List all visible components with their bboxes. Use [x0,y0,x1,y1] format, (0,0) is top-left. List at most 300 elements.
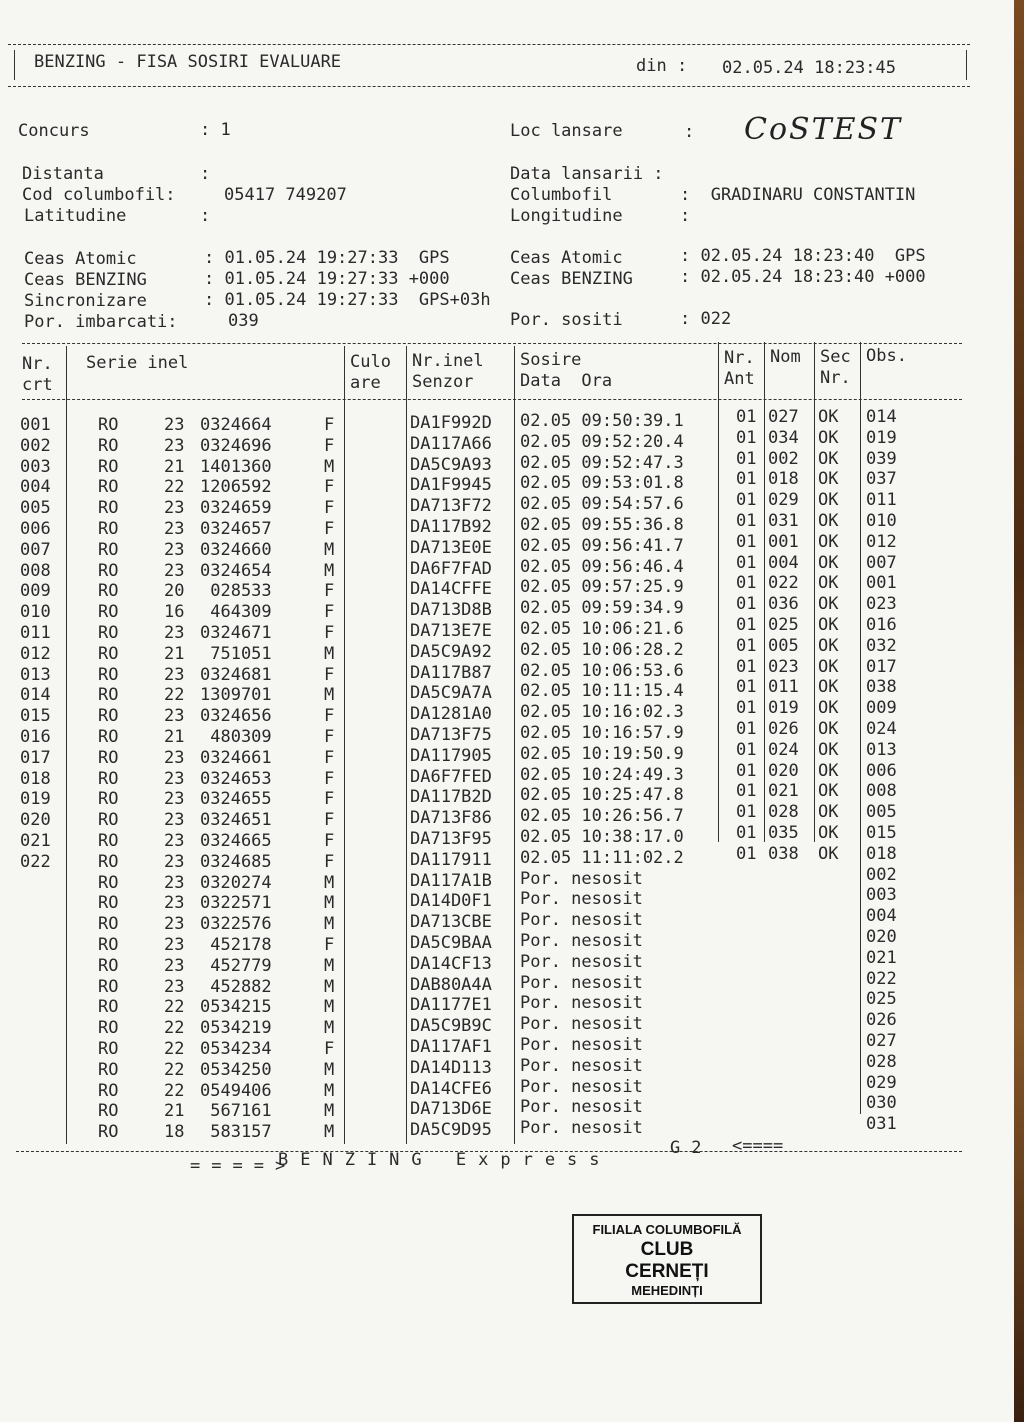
row-nom: 011 [768,677,799,698]
footer-model: G2 [670,1138,713,1158]
row-sex: F [324,727,335,747]
row-nr: 014 [20,685,51,706]
row-sex: M [324,560,335,581]
row-ring: 0324659 [200,498,272,519]
row-nr: 021 [20,831,51,851]
row-ring: 0322571 [200,893,272,914]
row-country: RO [98,1101,119,1122]
row-sex: M [324,1059,335,1080]
row-arrival: Por. nesosit [520,868,643,889]
row-country: RO [98,997,119,1018]
row-ring: 0324655 [200,789,272,810]
row-sensor: DA5C9D95 [410,1120,492,1141]
row-year: 22 [164,997,185,1018]
ceas-benzing-right-value: : 02.05.24 18:23:40 +000 [680,267,926,287]
col-sep-sosire [718,342,719,842]
row-arrival: 02.05 10:19:50.9 [520,743,684,764]
distanta-label: Distanta [22,164,104,184]
col-header-senzor: Senzor [412,372,474,392]
row-ant: 01 [736,677,757,698]
row-sec: OK [818,719,839,739]
sincronizare-label: Sincronizare [24,291,147,311]
row-sex: M [324,643,335,664]
row-nom: 004 [768,552,799,573]
row-country: RO [98,789,119,810]
row-arrival: 02.05 09:59:34.9 [520,598,684,619]
row-year: 23 [164,893,185,914]
row-sex: M [324,914,335,935]
row-ring: 0324660 [200,539,272,560]
row-nom: 028 [768,802,799,823]
row-obs: 028 [866,1051,897,1072]
row-ring: 0324651 [200,810,272,831]
longitudine-label: Longitudine [510,206,623,226]
row-obs: 011 [866,490,897,511]
col-header-culoare-1: Culo [350,352,391,372]
row-country: RO [98,1059,119,1080]
row-sec: OK [818,823,839,843]
row-arrival: Por. nesosit [520,910,643,931]
row-nom: 026 [768,719,799,739]
row-sensor: DA713E7E [410,621,492,641]
row-country: RO [98,893,119,914]
row-sensor: DA14D0F1 [410,891,492,912]
row-sec: OK [818,511,839,531]
row-ring: 0534215 [200,997,272,1018]
row-year: 23 [164,415,185,435]
row-year: 20 [164,581,185,602]
row-year: 23 [164,768,185,789]
row-obs: 005 [866,802,897,823]
row-sec: OK [818,781,839,802]
row-sensor: DA14CF13 [410,953,492,974]
row-arrival: Por. nesosit [520,1097,643,1118]
row-nr: 003 [20,456,51,477]
row-sex: F [324,789,335,810]
row-sex: F [324,747,335,768]
row-sec: OK [818,739,839,760]
ceas-atomic-value: : 01.05.24 19:27:33 GPS [204,248,450,268]
row-arrival: 02.05 09:52:20.4 [520,431,684,452]
row-ring: 0549406 [200,1080,272,1101]
row-arrival: 02.05 10:16:57.9 [520,723,684,743]
porumbei-imbarcati-label: Por. imbarcati: [24,312,178,332]
row-nr: 001 [20,415,51,435]
header-left-border [14,50,15,80]
longitudine-sep: : [680,206,691,226]
row-nr: 015 [20,706,51,727]
row-ant: 01 [736,552,757,573]
row-arrival: Por. nesosit [520,1035,643,1055]
row-ant: 01 [736,802,757,823]
row-ant: 01 [736,656,757,677]
row-sex: M [324,893,335,914]
row-country: RO [98,477,119,498]
row-country: RO [98,560,119,581]
row-obs: 008 [866,781,897,802]
row-obs: 017 [866,656,897,677]
row-sex: F [324,435,335,456]
row-sensor: DA5C9BAA [410,933,492,953]
row-obs: 016 [866,615,897,635]
col-header-crt: crt [22,375,53,395]
row-sex: M [324,539,335,560]
header-bottom-border [8,86,970,87]
row-year: 22 [164,685,185,706]
row-sex: F [324,810,335,831]
header-right-border [966,50,967,80]
col-header-sec-nr: Nr. [820,368,851,388]
row-obs: 010 [866,511,897,531]
porumbei-imbarcati-value: 039 [228,311,259,331]
row-arrival: Por. nesosit [520,1014,643,1035]
row-arrival: 02.05 09:55:36.8 [520,515,684,535]
cod-columbofil-label: Cod columbofil: [22,185,176,205]
row-obs: 030 [866,1093,897,1114]
row-arrival: 02.05 09:50:39.1 [520,411,684,431]
row-sensor: DA5C9A92 [410,641,492,662]
col-header-nr-ant: Nr. [724,348,755,368]
row-ring: 751051 [200,643,272,664]
row-arrival: 02.05 09:56:41.7 [520,535,684,556]
footer-left-arrow: ====> [190,1156,297,1176]
row-sex: F [324,519,335,539]
row-country: RO [98,872,119,893]
row-nom: 034 [768,427,799,448]
row-country: RO [98,602,119,623]
row-ring: 1206592 [200,477,272,498]
row-arrival: 02.05 10:06:53.6 [520,660,684,681]
row-sensor: DA1F992D [410,413,492,433]
row-ring: 452178 [200,935,272,955]
row-ant: 01 [736,781,757,802]
row-country: RO [98,1039,119,1059]
row-sensor: DA1177E1 [410,995,492,1016]
ceas-benzing-right-label: Ceas BENZING [510,269,633,289]
row-sensor: DA713F72 [410,496,492,517]
row-obs: 038 [866,677,897,698]
row-sex: M [324,1122,335,1143]
row-obs: 012 [866,531,897,552]
row-sec: OK [818,802,839,823]
row-arrival: Por. nesosit [520,1055,643,1076]
row-ant: 01 [736,615,757,635]
row-nom: 029 [768,490,799,511]
row-arrival: 02.05 09:53:01.8 [520,473,684,494]
col-header-obs: Obs. [866,346,907,366]
row-country: RO [98,768,119,789]
row-sec: OK [818,531,839,552]
columbofil-label: Columbofil [510,185,613,205]
row-obs: 014 [866,407,897,427]
row-sensor: DA5C9A7A [410,683,492,704]
stamp-line-filiala: FILIALA COLUMBOFILĂ [592,1222,742,1237]
row-nom: 031 [768,511,799,531]
row-nr: 011 [20,623,51,643]
row-ring: 567161 [200,1101,272,1122]
row-year: 18 [164,1122,185,1143]
row-sec: OK [818,469,839,490]
row-country: RO [98,435,119,456]
row-sensor: DA14D113 [410,1057,492,1078]
row-year: 21 [164,1101,185,1122]
row-arrival: 02.05 10:16:02.3 [520,702,684,723]
row-arrival: 02.05 09:56:46.4 [520,556,684,577]
row-year: 23 [164,955,185,976]
col-header-nom: Nom [770,347,801,367]
row-arrival: 02.05 10:26:56.7 [520,806,684,827]
ceas-atomic-right-value: : 02.05.24 18:23:40 GPS [680,246,926,266]
row-obs: 026 [866,1010,897,1031]
row-year: 23 [164,789,185,810]
row-sensor: DA713D8B [410,600,492,621]
row-year: 16 [164,602,185,623]
row-arrival: Por. nesosit [520,951,643,972]
row-year: 22 [164,1059,185,1080]
row-ring: 0324653 [200,768,272,789]
row-country: RO [98,706,119,727]
report-title: BENZING - FISA SOSIRI EVALUARE [34,52,342,72]
col-header-serie-inel: Serie inel [86,353,189,373]
row-sex: M [324,1101,335,1122]
row-country: RO [98,747,119,768]
row-sensor: DA117911 [410,849,492,870]
row-nom: 022 [768,573,799,594]
row-ant: 01 [736,843,757,864]
row-country: RO [98,539,119,560]
row-ant: 01 [736,531,757,552]
footer-right-arrow: <==== [732,1136,784,1156]
row-obs: 021 [866,947,897,968]
row-country: RO [98,685,119,706]
row-nr: 017 [20,747,51,768]
row-ring: 0534219 [200,1018,272,1039]
row-ring: 452882 [200,976,272,997]
row-ant: 01 [736,448,757,469]
row-obs: 039 [866,448,897,469]
row-sex: F [324,768,335,789]
row-nr: 016 [20,727,51,747]
row-obs: 003 [866,885,897,906]
distanta-sep: : [200,164,211,184]
row-sex: M [324,997,335,1018]
row-ring: 0324665 [200,831,272,851]
row-year: 23 [164,706,185,727]
row-nr: 006 [20,519,51,539]
col-sep-nom [814,342,815,842]
row-obs: 002 [866,864,897,885]
row-nr: 008 [20,560,51,581]
row-nr: 019 [20,789,51,810]
row-sensor: DA6F7FED [410,766,492,787]
row-sec: OK [818,490,839,511]
ceas-atomic-label: Ceas Atomic [24,249,137,269]
row-arrival: Por. nesosit [520,931,643,951]
row-sensor: DA713E0E [410,537,492,558]
report-date-value: 02.05.24 18:23:45 [722,58,896,78]
row-year: 23 [164,976,185,997]
row-sensor: DA117905 [410,745,492,766]
row-sensor: DA117B92 [410,517,492,537]
row-obs: 018 [866,843,897,864]
row-country: RO [98,1122,119,1143]
row-obs: 006 [866,760,897,781]
row-ant: 01 [736,739,757,760]
row-ant: 01 [736,573,757,594]
row-sensor: DA713F95 [410,829,492,849]
row-obs: 032 [866,635,897,656]
row-sex: M [324,976,335,997]
row-nom: 025 [768,615,799,635]
row-ant: 01 [736,719,757,739]
row-ring: 0324656 [200,706,272,727]
col-header-sec: Sec [820,347,851,367]
row-year: 23 [164,623,185,643]
row-ring: 0324664 [200,415,272,435]
row-sec: OK [818,760,839,781]
row-sex: F [324,935,335,955]
row-nom: 019 [768,698,799,719]
row-obs: 037 [866,469,897,490]
row-obs: 024 [866,719,897,739]
row-country: RO [98,519,119,539]
row-ring: 0534250 [200,1059,272,1080]
cod-columbofil-value: 05417 749207 [224,185,347,205]
row-arrival: 02.05 10:25:47.8 [520,785,684,806]
row-nr: 009 [20,581,51,602]
row-sex: F [324,851,335,872]
club-stamp [572,1214,762,1304]
row-country: RO [98,1080,119,1101]
latitudine-label: Latitudine [24,206,127,226]
row-sensor: DA14CFFE [410,579,492,600]
row-ring: 480309 [200,727,272,747]
row-year: 21 [164,643,185,664]
col-header-nr-inel: Nr.inel [412,351,484,371]
row-obs: 019 [866,427,897,448]
concurs-label: Concurs [18,121,90,141]
row-country: RO [98,851,119,872]
row-country: RO [98,643,119,664]
row-year: 23 [164,872,185,893]
row-sex: F [324,602,335,623]
row-arrival: 02.05 10:06:28.2 [520,639,684,660]
row-ring: 1401360 [200,456,272,477]
row-sec: OK [818,698,839,719]
row-sensor: DA5C9A93 [410,454,492,475]
row-nr: 020 [20,810,51,831]
row-obs: 015 [866,823,897,843]
row-sec: OK [818,656,839,677]
row-sex: M [324,872,335,893]
row-sex: M [324,1080,335,1101]
row-nom: 027 [768,407,799,427]
row-sec: OK [818,448,839,469]
row-country: RO [98,935,119,955]
row-nom: 005 [768,635,799,656]
row-sensor: DA117A66 [410,433,492,454]
row-country: RO [98,415,119,435]
row-obs: 004 [866,906,897,927]
col-header-culoare-2: are [350,373,381,393]
row-country: RO [98,976,119,997]
columbofil-value: : GRADINARU CONSTANTIN [680,185,916,205]
row-ring: 0324671 [200,623,272,643]
col-sep-senzor [514,346,515,1144]
row-year: 21 [164,727,185,747]
row-ring: 464309 [200,602,272,623]
row-arrival: 02.05 10:38:17.0 [520,827,684,847]
row-sec: OK [818,552,839,573]
col-header-data-ora: Data Ora [520,371,613,391]
row-ant: 01 [736,635,757,656]
row-sensor: DA117B2D [410,787,492,808]
row-ring: 0320274 [200,872,272,893]
row-sensor: DA713D6E [410,1099,492,1120]
row-arrival: Por. nesosit [520,972,643,993]
row-nom: 018 [768,469,799,490]
row-year: 22 [164,1039,185,1059]
row-sensor: DA713CBE [410,912,492,933]
row-obs: 022 [866,968,897,989]
row-country: RO [98,831,119,851]
row-year: 23 [164,498,185,519]
stamp-line-city: CERNEȚI [625,1261,709,1282]
col-header-nr: Nr. [22,354,53,374]
row-year: 23 [164,810,185,831]
row-sensor: DA713F75 [410,725,492,745]
row-obs: 009 [866,698,897,719]
row-arrival: 02.05 10:24:49.3 [520,764,684,785]
ceas-benzing-value: : 01.05.24 19:27:33 +000 [204,269,450,289]
row-year: 23 [164,831,185,851]
loc-lansare-sep: : [684,122,695,142]
row-sex: F [324,664,335,685]
row-nom: 024 [768,739,799,760]
row-nom: 020 [768,760,799,781]
row-ant: 01 [736,698,757,719]
row-arrival: Por. nesosit [520,993,643,1014]
row-sec: OK [818,427,839,448]
row-sex: M [324,955,335,976]
row-sensor: DA1F9945 [410,475,492,496]
row-arrival: Por. nesosit [520,889,643,910]
row-country: RO [98,727,119,747]
row-country: RO [98,955,119,976]
stamp-line-county: MEHEDINȚI [631,1283,703,1298]
row-nom: 023 [768,656,799,677]
report-date-label: din : [636,56,688,76]
data-lansarii-label: Data lansarii : [510,164,664,184]
row-sec: OK [818,677,839,698]
row-country: RO [98,1018,119,1039]
row-ring: 583157 [200,1122,272,1143]
row-obs: 031 [866,1114,897,1135]
ceas-benzing-label: Ceas BENZING [24,270,147,290]
row-sex: F [324,706,335,727]
row-sex: F [324,415,335,435]
row-year: 23 [164,747,185,768]
row-year: 21 [164,456,185,477]
row-ring: 1309701 [200,685,272,706]
row-obs: 001 [866,573,897,594]
row-ring: 0324654 [200,560,272,581]
row-sex: F [324,498,335,519]
row-year: 23 [164,664,185,685]
row-arrival: 02.05 09:52:47.3 [520,452,684,473]
row-nr: 007 [20,539,51,560]
row-nom: 038 [768,843,799,864]
